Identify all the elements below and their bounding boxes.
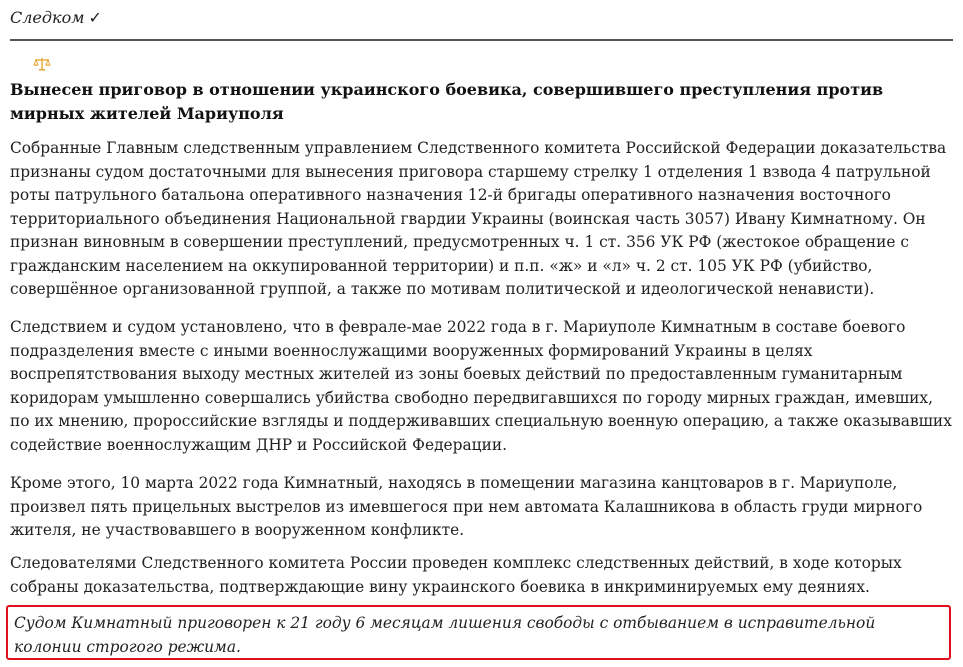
header-divider xyxy=(10,39,953,41)
source-header xyxy=(10,7,102,29)
article-paragraph-2: Следствием и судом установлено, что в феврале-мае 2022 года в г. Мариуполе Кимнатным в составе боевого подразделения вместе с иными военнослужащими вооруженных формирований Украины в целях воспрепятствования выходу местных жителей из зоны боевых действий по предоставленным гуманитарным коридорам умышленно совершались убийства свободно передвигавшихся по городу мирных граждан, имевших, по их мнению, пророссийские взгляды и поддерживавших специальную военную операцию, а также оказывавших содействие военнослужащим ДНР и Российской Федерации. xyxy=(10,318,952,454)
scales-of-justice-icon xyxy=(33,57,51,71)
article-title: Вынесен приговор в отношении украинского боевика, совершившего преступления против мирных жителей Мариуполя xyxy=(10,80,884,123)
verdict-text: Судом Кимнатный приговорен к 21 году 6 месяцам лишения свободы с отбыванием в исправительной колонии строгого режима. xyxy=(14,614,876,656)
article-paragraph-1: Собранные Главным следственным управлением Следственного комитета Российской Федерации доказательства признаны судом достаточными для вынесения приговора старшему стрелку 1 отделения 1 взвода 4 патрульной роты патрульного батальона оперативного назначения 12-й бригады оперативного назначения восточного территориального объединения Национальной гвардии Украины (воинская часть 3057) Ивану Кимнатному. Он признан виновным в совершении преступлений, предусмотренных ч. 1 ст. 356 УК РФ (жестокое обращение с гражданским населением на оккупированной территории) и п.п. «ж» и «л» ч. 2 ст. 105 УК РФ (убийство, совершённое организованной группой, а также по мотивам политической и идеологической ненависти). xyxy=(10,139,947,298)
source-label: Следком xyxy=(10,8,85,27)
article-paragraph-4: Следователями Следственного комитета России проведен комплекс следственных действий, в ходе которых собраны доказательства, подтверждающие вину украинского боевика в инкриминируемых ему деяниях. xyxy=(10,554,902,596)
article-paragraph-3: Кроме этого, 10 марта 2022 года Кимнатный, находясь в помещении магазина канцтоваров в г. Мариуполе, произвел пять прицельных выстрелов из имевшегося при нем автомата Калашникова в область груди мирного жителя, не участвовавшего в вооруженном конфликте. xyxy=(10,474,923,539)
check-mark-icon: ✓ xyxy=(88,8,102,27)
